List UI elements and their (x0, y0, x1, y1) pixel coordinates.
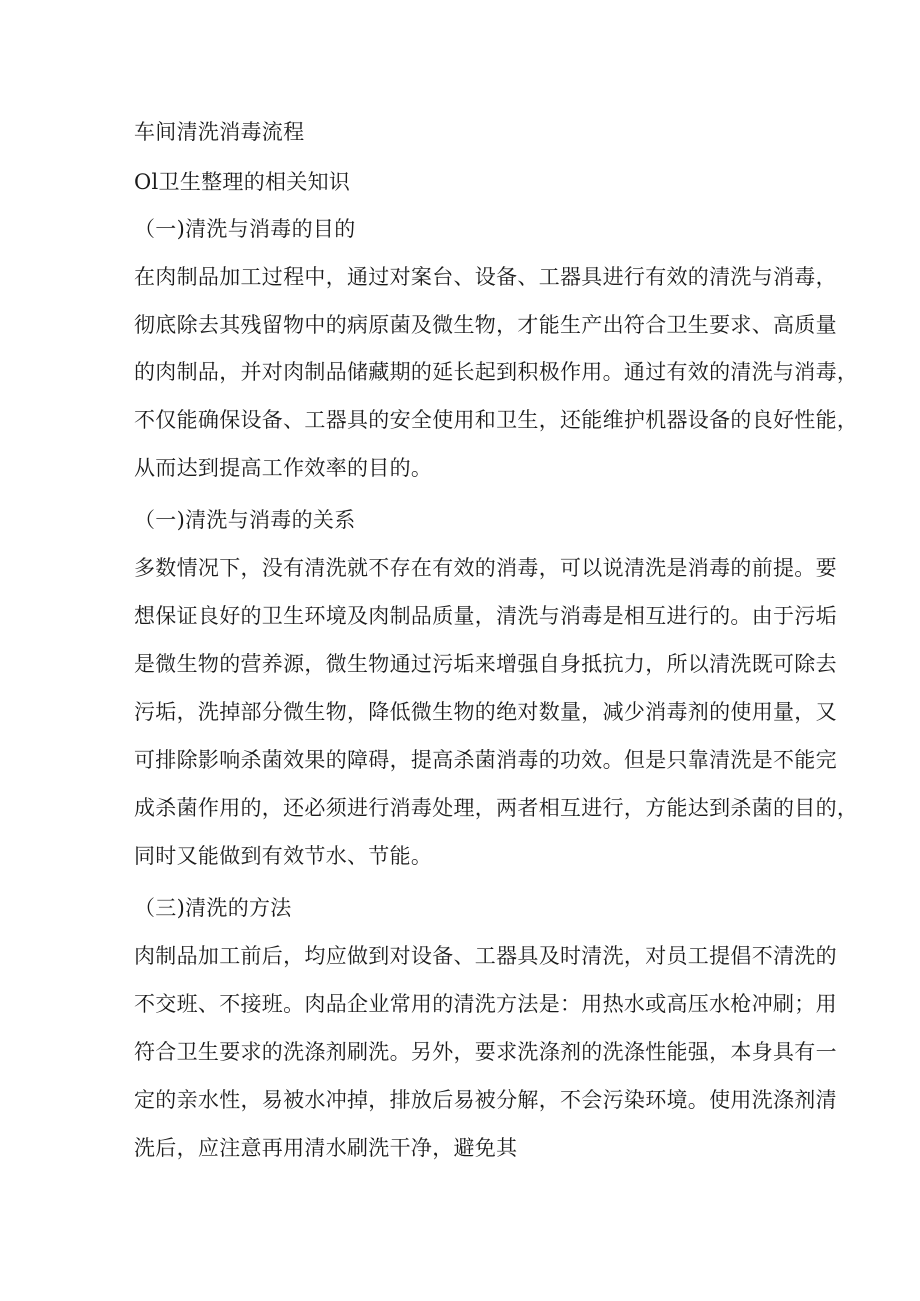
paragraph-line: 定的亲水性，易被水冲掉，排放后易被分解，不会污染环境。使用洗涤剂清 (134, 1088, 837, 1112)
document-title: 车间清洗消毒流程 (134, 120, 305, 144)
subsection-heading-method: （三)清洗的方法 (134, 896, 292, 920)
paragraph-line: 不仅能确保设备、工器具的安全使用和卫生，还能维护机器设备的良好性能， (134, 408, 859, 432)
paragraph-line: 在肉制品加工过程中，通过对案台、设备、工器具进行有效的清洗与消毒， (134, 265, 837, 289)
paragraph-line: 是微生物的营养源，微生物通过污垢来增强自身抵抗力，所以清洗既可除去 (134, 652, 837, 676)
section-heading: Ol卫生整理的相关知识 (134, 170, 351, 194)
paragraph-line: 从而达到提高工作效率的目的。 (134, 456, 433, 480)
subsection-heading-relation: （一)清洗与消毒的关系 (134, 508, 356, 532)
paragraph-line: 肉制品加工前后，均应做到对设备、工器具及时清洗，对员工提倡不清洗的 (134, 944, 837, 968)
paragraph-line: 彻底除去其残留物中的病原菌及微生物，才能生产出符合卫生要求、高质量 (134, 313, 837, 337)
paragraph-line: 的肉制品，并对肉制品储藏期的延长起到积极作用。通过有效的清洗与消毒， (134, 360, 859, 384)
paragraph-line: 洗后，应注意再用清水刷洗干净，避免其 (134, 1136, 518, 1160)
paragraph-line: 污垢，洗掉部分微生物，降低微生物的绝对数量，减少消毒剂的使用量，又 (134, 700, 837, 724)
paragraph-line: 不交班、不接班。肉品企业常用的清洗方法是：用热水或高压水枪冲刷；用 (134, 992, 837, 1016)
paragraph-line: 同时又能做到有效节水、节能。 (134, 844, 433, 868)
paragraph-line: 成杀菌作用的，还必须进行消毒处理，两者相互进行，方能达到杀菌的目的， (134, 796, 859, 820)
paragraph-line: 可排除影响杀菌效果的障碍，提高杀菌消毒的功效。但是只靠清洗是不能完 (134, 748, 837, 772)
paragraph-line: 想保证良好的卫生环境及肉制品质量，清洗与消毒是相互进行的。由于污垢 (134, 604, 837, 628)
paragraph-line: 符合卫生要求的洗涤剂刷洗。另外，要求洗涤剂的洗涤性能强，本身具有一 (134, 1040, 837, 1064)
paragraph-line: 多数情况下，没有清洗就不存在有效的消毒，可以说清洗是消毒的前提。要 (134, 556, 837, 580)
subsection-heading-purpose: （一)清洗与消毒的目的 (134, 217, 356, 241)
